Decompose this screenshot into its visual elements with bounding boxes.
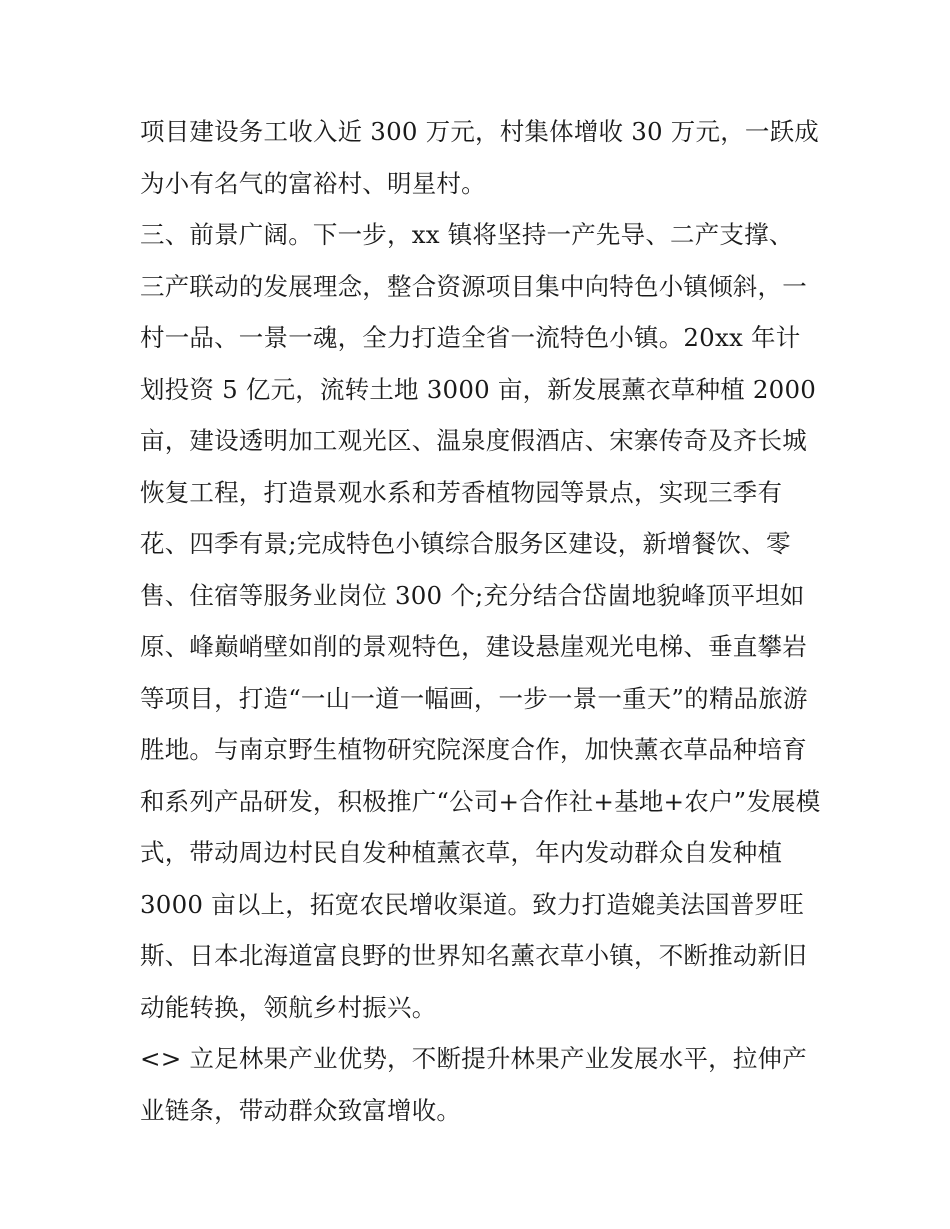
text-line: 胜地。与南京野生植物研究院深度合作，加快薰衣草品种培育 — [140, 735, 807, 764]
text-line: 村一品、一景一魂，全力打造全省一流特色小镇。20xx 年计 — [140, 323, 801, 352]
text-line: 式，带动周边村民自发种植薰衣草，年内发动群众自发种植 — [140, 838, 783, 867]
text-line: 3000 亩以上，拓宽农民增收渠道。致力打造媲美法国普罗旺 — [140, 889, 804, 919]
text-line: 动能转换，领航乡村振兴。 — [140, 992, 437, 1022]
text-line: 斯、日本北海道富良野的世界知名薰衣草小镇，不断推动新旧 — [140, 941, 807, 970]
text-line: 恢复工程，打造景观水系和芳香植物园等景点，实现三季有 — [140, 477, 783, 507]
text-line: 等项目，打造“一山一道一幅画，一步一景一重天”的精品旅游 — [140, 683, 808, 713]
text-line: 售、住宿等服务业岗位 300 个;充分结合岱崮地貌峰顶平坦如 — [140, 580, 805, 610]
text-line: 三、前景广阔。下一步，xx 镇将坚持一产先导、二产支撑、 — [140, 220, 794, 249]
text-line: 和系列产品研发，积极推广“公司+合作社+基地+农户”发展模 — [140, 786, 821, 816]
text-line: 三产联动的发展理念，整合资源项目集中向特色小镇倾斜，一 — [140, 271, 807, 301]
text-line: 为小有名气的富裕村、明星村。 — [140, 168, 486, 198]
document-body — [140, 106, 820, 1136]
text-line: 花、四季有景;完成特色小镇综合服务区建设，新增餐饮、零 — [140, 529, 791, 558]
text-line: 亩，建设透明加工观光区、温泉度假酒店、宋寨传奇及齐长城 — [140, 426, 807, 455]
text-line: 项目建设务工收入近 300 万元，村集体增收 30 万元，一跃成 — [140, 117, 819, 146]
text-line: <> 立足林果产业优势，不断提升林果产业发展水平，拉伸产 — [140, 1044, 807, 1073]
text-line: 划投资 5 亿元，流转土地 3000 亩，新发展薰衣草种植 2000 — [140, 374, 817, 404]
text-line: 业链条，带动群众致富增收。 — [140, 1095, 462, 1125]
text-line: 原、峰巅峭壁如削的景观特色，建设悬崖观光电梯、垂直攀岩 — [140, 632, 807, 661]
